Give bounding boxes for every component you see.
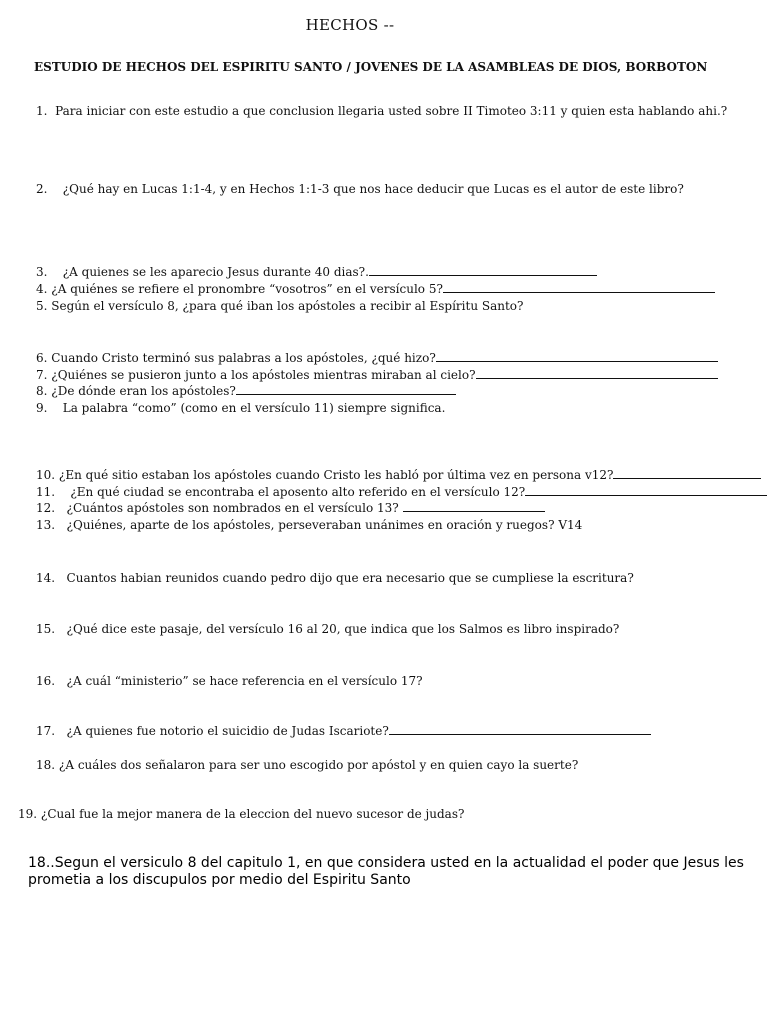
question-number: 10. bbox=[36, 468, 56, 482]
question-text: Cuando Cristo terminó sus palabras a los apóstoles, ¿qué hizo? bbox=[51, 351, 436, 365]
answer-line[interactable] bbox=[525, 484, 767, 496]
question-item bbox=[36, 367, 718, 383]
question-text: ¿Cuántos apóstoles son nombrados en el versículo 13? bbox=[66, 501, 399, 515]
question-number: 15. bbox=[36, 622, 56, 636]
question-text: ¿Qué dice este pasaje, del versículo 16 al 20, que indica que los Salmos es libro inspirado? bbox=[66, 622, 620, 636]
answer-line[interactable] bbox=[613, 467, 761, 479]
page-title: HECHOS -- bbox=[305, 16, 395, 34]
question-text: ¿A quienes se les aparecio Jesus durante 40 dias?. bbox=[62, 265, 369, 279]
question-text: Cuantos habian reunidos cuando pedro dijo que era necesario que se cumpliese la escritura? bbox=[66, 571, 634, 585]
question-number: 18. bbox=[36, 758, 56, 772]
question-number: 16. bbox=[36, 674, 56, 688]
question-number: 11. bbox=[36, 485, 56, 499]
question-text: ¿A quienes fue notorio el suicidio de Judas Iscariote? bbox=[66, 724, 389, 738]
answer-line[interactable] bbox=[369, 264, 597, 276]
question-item bbox=[36, 400, 445, 416]
question-item bbox=[36, 181, 684, 197]
question-text: ¿A cuál “ministerio” se hace referencia en el versículo 17? bbox=[66, 674, 423, 688]
question-number: 14. bbox=[36, 571, 56, 585]
question-item bbox=[36, 621, 619, 637]
question-item bbox=[36, 467, 761, 483]
answer-line[interactable] bbox=[476, 367, 718, 379]
question-text: ¿Quiénes, aparte de los apóstoles, perseveraban unánimes en oración y ruegos? V14 bbox=[66, 518, 583, 532]
question-item bbox=[36, 350, 718, 366]
question-item bbox=[36, 264, 597, 280]
question-number: 4. bbox=[36, 282, 48, 296]
question-number: 19. bbox=[18, 807, 38, 821]
question-number: 6. bbox=[36, 351, 48, 365]
question-text: ¿A quiénes se refiere el pronombre “vosotros” en el versículo 5? bbox=[51, 282, 443, 296]
question-item bbox=[36, 673, 423, 689]
answer-line[interactable] bbox=[403, 500, 545, 512]
question-text: Según el versículo 8, ¿para qué iban los apóstoles a recibir al Espíritu Santo? bbox=[51, 299, 524, 313]
question-item bbox=[36, 517, 582, 533]
question-item bbox=[36, 103, 727, 119]
question-item bbox=[36, 757, 578, 773]
question-item bbox=[36, 570, 634, 586]
question-number: 7. bbox=[36, 368, 48, 382]
question-text: ¿En qué sitio estaban los apóstoles cuando Cristo les habló por última vez en persona v12? bbox=[58, 468, 614, 482]
question-number: 3. bbox=[36, 265, 48, 279]
question-text: La palabra “como” (como en el versículo 11) siempre significa. bbox=[62, 401, 446, 415]
question-number: 2. bbox=[36, 182, 48, 196]
question-number: 8. bbox=[36, 384, 48, 398]
answer-line[interactable] bbox=[436, 350, 718, 362]
question-number: 1. bbox=[36, 104, 48, 118]
question-number: 5. bbox=[36, 299, 48, 313]
question-item bbox=[36, 298, 523, 314]
question-text: ¿A cuáles dos señalaron para ser uno escogido por apóstol y en quien cayo la suerte? bbox=[58, 758, 579, 772]
question-number: 9. bbox=[36, 401, 48, 415]
question-item bbox=[36, 500, 545, 516]
question-text: ¿Qué hay en Lucas 1:1-4, y en Hechos 1:1-3 que nos hace deducir que Lucas es el autor de este libro? bbox=[62, 182, 684, 196]
question-text: ¿Cual fue la mejor manera de la eleccion del nuevo sucesor de judas? bbox=[40, 807, 465, 821]
question-item bbox=[36, 281, 715, 297]
question-item bbox=[36, 723, 651, 739]
question-number: 17. bbox=[36, 724, 56, 738]
question-text: ¿Quiénes se pusieron junto a los apóstoles mientras miraban al cielo? bbox=[51, 368, 476, 382]
answer-line[interactable] bbox=[236, 383, 456, 395]
question-text: ¿De dónde eran los apóstoles? bbox=[51, 384, 236, 398]
final-question-paragraph: 18..Segun el versiculo 8 del capitulo 1, en que considera usted en la actualidad el poder que Jesus les prometia a los discupulos por medio del Espiritu Santo bbox=[28, 855, 744, 888]
answer-line[interactable] bbox=[443, 281, 715, 293]
question-number: 12. bbox=[36, 501, 56, 515]
question-number: 13. bbox=[36, 518, 56, 532]
answer-line[interactable] bbox=[389, 723, 651, 735]
page-subtitle: ESTUDIO DE HECHOS DEL ESPIRITU SANTO / JOVENES DE LA ASAMBLEAS DE DIOS, BORBOTON bbox=[34, 60, 708, 74]
question-text: ¿En qué ciudad se encontraba el aposento alto referido en el versículo 12? bbox=[70, 485, 526, 499]
question-item bbox=[36, 484, 767, 500]
question-text: Para iniciar con este estudio a que conclusion llegaria usted sobre II Timoteo 3:11 y quien esta hablando ahi.? bbox=[55, 104, 728, 118]
question-item bbox=[18, 806, 464, 822]
question-item bbox=[36, 383, 456, 399]
